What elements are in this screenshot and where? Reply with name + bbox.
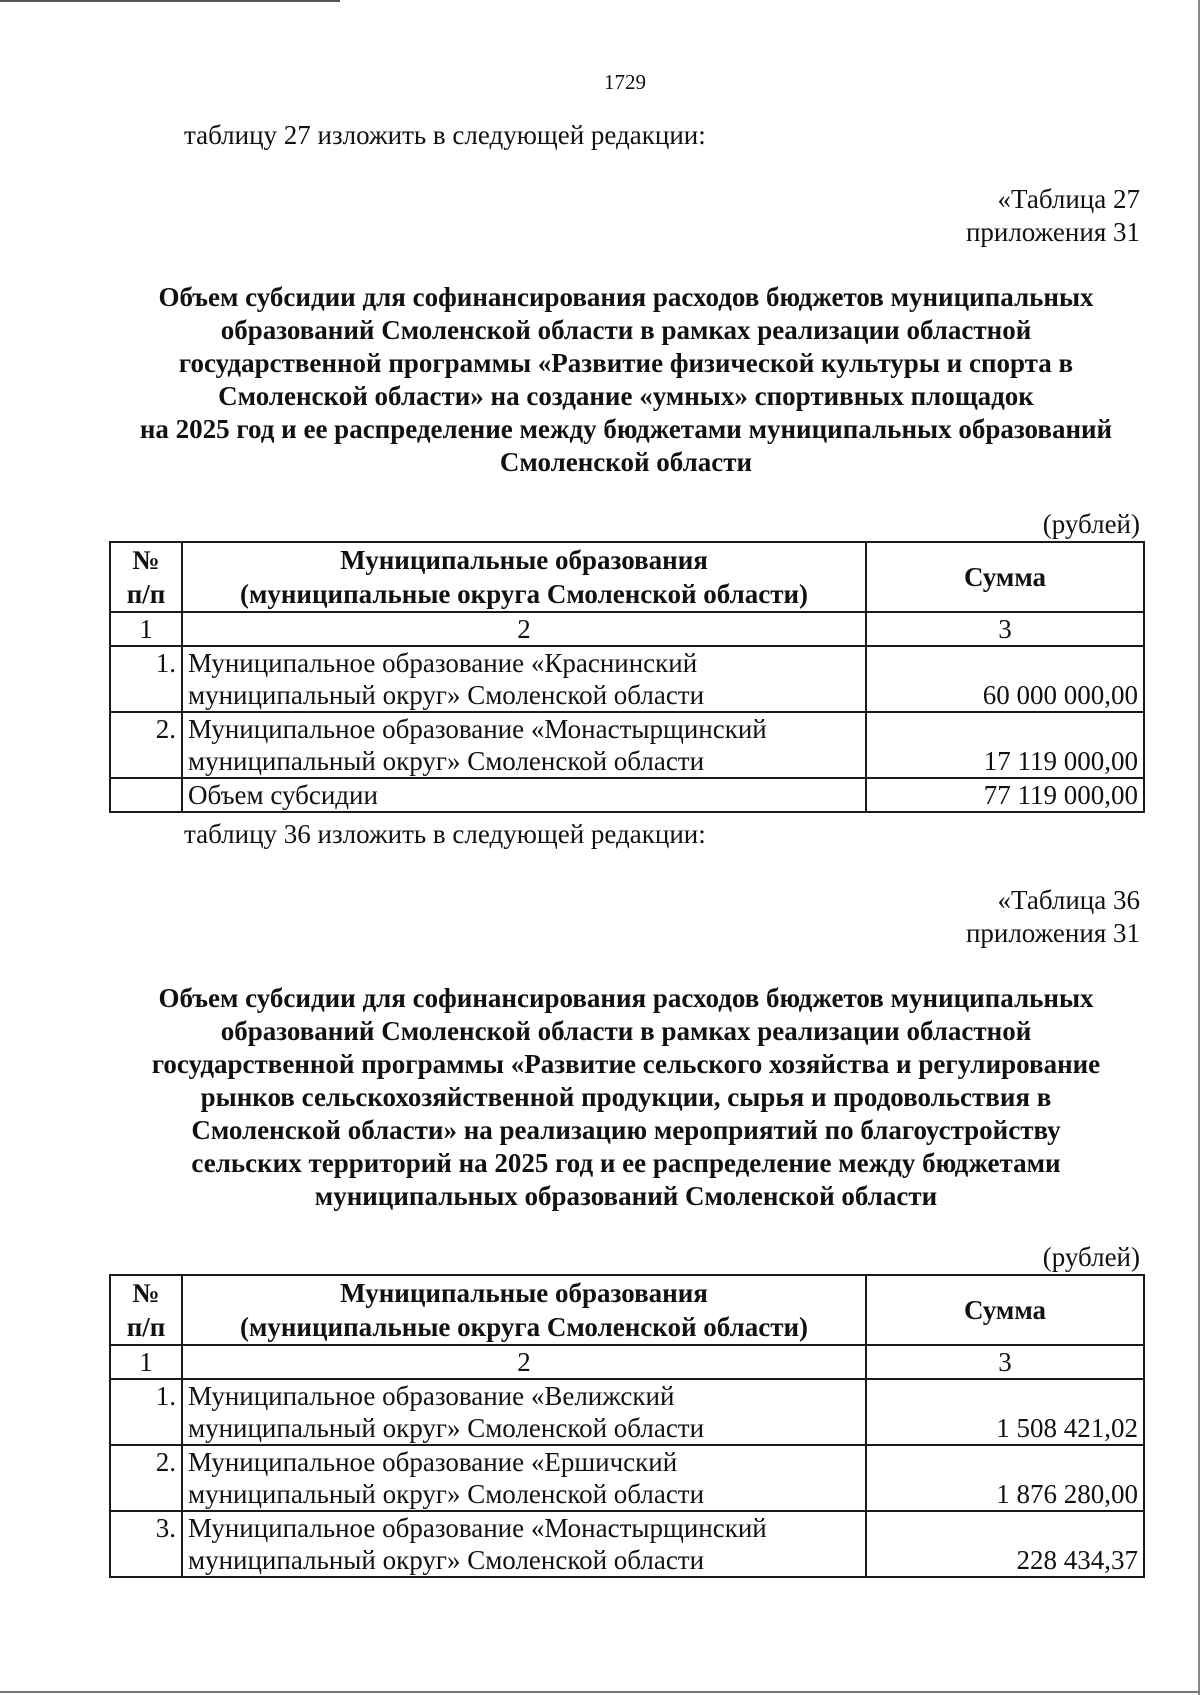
- row-name-line1: Муниципальное образование «Краснинский: [188, 648, 698, 678]
- row-name-line1: Муниципальное образование «Велижский: [188, 1381, 675, 1411]
- section1-title-line: государственной программы «Развитие физической культуры и спорта в: [178, 348, 1074, 378]
- table-row: [110, 712, 1144, 778]
- section2-title-line: Смоленской области» на реализацию мероприятий по благоустройству: [191, 1115, 1061, 1145]
- section1-table: [109, 541, 1145, 813]
- section2-title-line: рынков сельскохозяйственной продукции, сырья и продовольствия в: [200, 1082, 1052, 1112]
- row-name: [182, 712, 866, 778]
- column-number: 1: [110, 612, 182, 646]
- column-number: 1: [110, 1345, 182, 1379]
- column-number: 2: [182, 1345, 866, 1379]
- section2-title-line: сельских территорий на 2025 год и ее распределение между бюджетами: [191, 1148, 1061, 1178]
- row-amount: 1 876 280,00: [866, 1445, 1144, 1511]
- table-header-row: [110, 1275, 1144, 1345]
- header-num: [110, 1275, 182, 1345]
- row-name-line2: муниципальный округ» Смоленской области: [188, 1479, 705, 1509]
- column-number-row: [110, 612, 1144, 646]
- row-number: 1.: [110, 1379, 182, 1445]
- section2-units: (рублей): [1042, 1242, 1140, 1272]
- section2-title-line: муниципальных образований Смоленской области: [314, 1181, 938, 1211]
- table-row: [110, 1379, 1144, 1445]
- row-name-line2: муниципальный округ» Смоленской области: [188, 1413, 705, 1443]
- table-header-row: [110, 542, 1144, 612]
- table-total-row: [110, 778, 1144, 812]
- section2-ref-line2: приложения 31: [965, 918, 1140, 948]
- total-label: Объем субсидии: [182, 778, 866, 812]
- row-name: [182, 646, 866, 712]
- row-amount: 60 000 000,00: [866, 646, 1144, 712]
- row-name: [182, 1379, 866, 1445]
- header-name-line1: Муниципальные образования: [340, 545, 708, 575]
- row-name-line1: Муниципальное образование «Монастырщинский: [188, 1513, 767, 1543]
- scan-edge-top: [0, 0, 340, 2]
- section1-ref-line2: приложения 31: [965, 217, 1140, 247]
- section2-title-line: Объем субсидии для софинансирования расходов бюджетов муниципальных: [158, 983, 1094, 1013]
- table-row: [110, 1511, 1144, 1577]
- section1-ref-line1: «Таблица 27: [997, 184, 1140, 214]
- total-amount: 77 119 000,00: [866, 778, 1144, 812]
- section1-intro: таблицу 27 изложить в следующей редакции:: [184, 120, 706, 150]
- header-num-line1: №: [132, 1278, 160, 1308]
- row-name-line1: Муниципальное образование «Монастырщинский: [188, 714, 767, 744]
- page-number: 1729: [604, 70, 646, 94]
- column-number: 2: [182, 612, 866, 646]
- table-row: [110, 646, 1144, 712]
- row-name: [182, 1445, 866, 1511]
- section2-title-line: образований Смоленской области в рамках реализации областной: [220, 1016, 1032, 1046]
- row-name-line2: муниципальный округ» Смоленской области: [188, 1545, 705, 1575]
- header-num-line2: п/п: [126, 1312, 166, 1342]
- row-name-line1: Муниципальное образование «Ершичский: [188, 1447, 678, 1477]
- section2-ref-line1: «Таблица 36: [997, 885, 1140, 915]
- total-number-cell: [110, 778, 182, 812]
- header-num-line1: №: [132, 545, 160, 575]
- row-amount: 1 508 421,02: [866, 1379, 1144, 1445]
- section1-title: [80, 281, 1172, 479]
- row-name-line2: муниципальный округ» Смоленской области: [188, 680, 705, 710]
- row-name-line2: муниципальный округ» Смоленской области: [188, 746, 705, 776]
- row-amount: 17 119 000,00: [866, 712, 1144, 778]
- scan-edge-bottom: [0, 1691, 1200, 1693]
- section1-title-line: Смоленской области: [499, 447, 753, 477]
- row-number: 1.: [110, 646, 182, 712]
- header-name: [182, 542, 866, 612]
- section1-title-line: Объем субсидии для софинансирования расходов бюджетов муниципальных: [158, 282, 1094, 312]
- row-amount: 228 434,37: [866, 1511, 1144, 1577]
- section1-title-line: образований Смоленской области в рамках реализации областной: [220, 315, 1032, 345]
- section2-table: [109, 1274, 1145, 1578]
- header-num: [110, 542, 182, 612]
- section2-title: [80, 982, 1172, 1213]
- section2-intro: таблицу 36 изложить в следующей редакции:: [184, 819, 706, 849]
- table-row: [110, 1445, 1144, 1511]
- column-number-row: [110, 1345, 1144, 1379]
- header-name-line1: Муниципальные образования: [340, 1278, 708, 1308]
- header-sum: Сумма: [866, 542, 1144, 612]
- row-number: 3.: [110, 1511, 182, 1577]
- row-number: 2.: [110, 712, 182, 778]
- section1-title-line: на 2025 год и ее распределение между бюджетами муниципальных образований: [139, 414, 1113, 444]
- row-number: 2.: [110, 1445, 182, 1511]
- section1-table-reference: [966, 183, 1140, 249]
- row-name: [182, 1511, 866, 1577]
- column-number: 3: [866, 1345, 1144, 1379]
- section1-title-line: Смоленской области» на создание «умных» спортивных площадок: [218, 381, 1034, 411]
- section1-units: (рублей): [1042, 509, 1140, 539]
- section2-table-reference: [966, 884, 1140, 950]
- header-name-line2: (муниципальные округа Смоленской области): [239, 579, 809, 609]
- section2-title-line: государственной программы «Развитие сельского хозяйства и регулирование: [151, 1049, 1101, 1079]
- header-num-line2: п/п: [126, 579, 166, 609]
- header-name-line2: (муниципальные округа Смоленской области): [239, 1312, 809, 1342]
- header-name: [182, 1275, 866, 1345]
- header-sum: Сумма: [866, 1275, 1144, 1345]
- column-number: 3: [866, 612, 1144, 646]
